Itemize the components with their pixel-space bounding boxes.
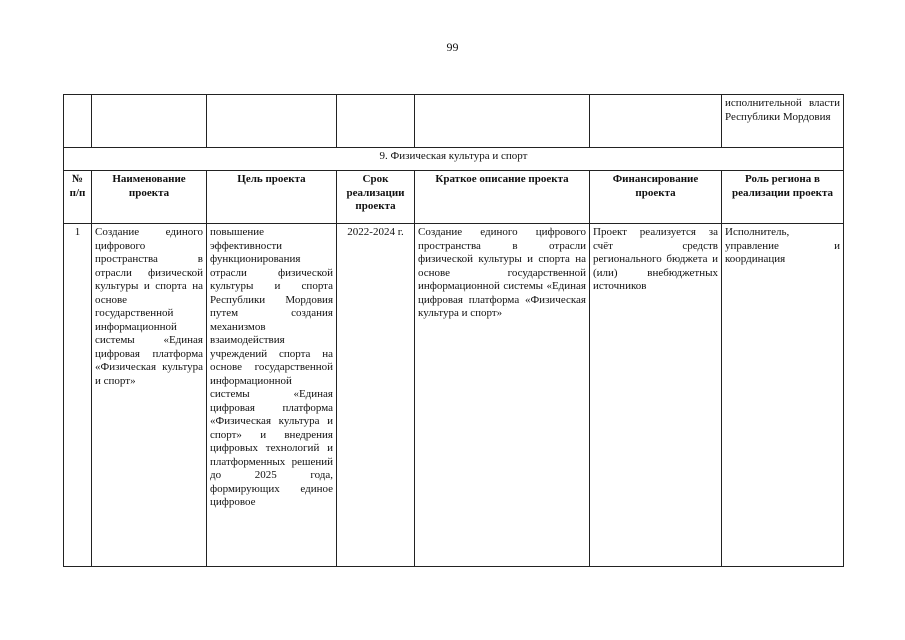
row-financing: Проект реализуется за счёт средств регионального бюджета и (или) внебюджетных источников — [590, 224, 722, 567]
table-header-row — [64, 171, 844, 224]
section-title: 9. Физическая культура и спорт — [64, 148, 844, 171]
row-goal: повышение эффективности функционирования отрасли физической культуры и спорта Республики Мордовия путем создания механизмов взаимодействия учреждений спорта на основе государственной информационной системы «Единая цифровая платформа «Физическая культура и спорт» и внедрения цифровых технологий и платформенных решений до 2025 года, формирующих единое цифровое — [207, 224, 337, 567]
table-row — [64, 224, 844, 567]
header-role: Роль региона в реализации проекта — [722, 171, 844, 224]
row-term: 2022-2024 г. — [337, 224, 415, 567]
header-num: № п/п — [64, 171, 92, 224]
row-num: 1 — [64, 224, 92, 567]
projects-table — [63, 94, 844, 567]
header-name: Наименование проекта — [92, 171, 207, 224]
header-goal: Цель проекта — [207, 171, 337, 224]
role-continued-cell: исполнительной власти Республики Мордовия — [722, 95, 844, 148]
header-term: Срок реализации проекта — [337, 171, 415, 224]
header-description: Краткое описание проекта — [415, 171, 590, 224]
row-name: Создание единого цифрового пространства в отрасли физической культуры и спорта на основе государственной информационной системы «Единая цифровая платформа «Физическая культура и спорт» — [92, 224, 207, 567]
continued-row — [64, 95, 844, 148]
row-role: Исполнитель, управление и координация — [722, 224, 844, 567]
section-row — [64, 148, 844, 171]
header-financing: Финансирование проекта — [590, 171, 722, 224]
row-description: Создание единого цифрового пространства в отрасли физической культуры и спорта на основе государственной информационной системы «Единая цифровая платформа «Физическая культура и спорт» — [415, 224, 590, 567]
page-number: 99 — [446, 40, 459, 54]
